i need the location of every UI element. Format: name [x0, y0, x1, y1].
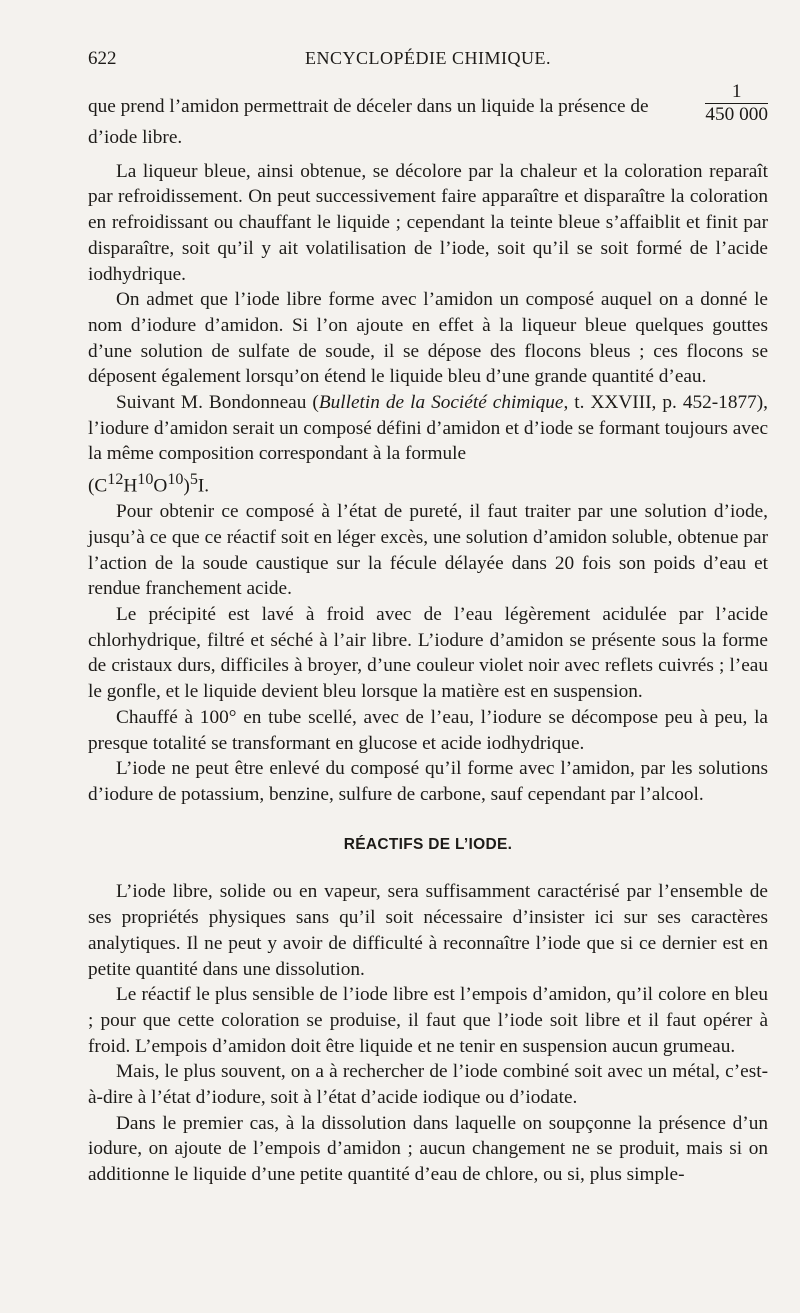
paragraph: Mais, le plus souvent, on a à rechercher de l’iode combiné soit avec un métal, c’est-à-dire à l’état d’iodure, soit à l’état d’acide iodique ou d’iodate.: [88, 1061, 768, 1109]
section-heading: RÉACTIFS DE L’IODE.: [343, 835, 513, 853]
page-header: [88, 48, 768, 74]
fraction: [705, 82, 768, 125]
paragraph: Chauffé à 100° en tube scellé, avec de l’eau, l’iodure se décompose peu à peu, la presque totalité se transformant en glucose et acide iodhydrique.: [88, 706, 768, 754]
body-text: [88, 81, 769, 1188]
paragraph: On admet que l’iode libre forme avec l’amidon un composé auquel on a donné le nom d’iodure d’amidon. Si l’on ajoute en effet à la liqueur bleue quelques gouttes d’une solution de sulfate de soude, il se dépose des flocons bleus ; ces flocons se déposent également lorsqu’on étend le liquide bleu d’une grande quantité d’eau.: [88, 289, 768, 388]
paragraph: Le réactif le plus sensible de l’iode libre est l’empois d’amidon, qu’il colore en bleu ; pour que cette coloration se produise, il faut que l’iode soit libre et il faut opérer à froid. L’empois d’amidon doit être liquide et ne tenir en suspension aucun grumeau.: [88, 984, 768, 1057]
paragraph: La liqueur bleue, ainsi obtenue, se décolore par la chaleur et la coloration reparaît par refroidissement. On peut successivement faire apparaître et disparaître la coloration en refroidissant ou chauffant le liquide ; cependant la teinte bleue s’affaiblit et finit par disparaître, soit qu’il y ait volatilisation de l’iode, soit qu’il se soit formé de l’acide iodhydrique.: [88, 160, 768, 285]
fraction-numerator: 1: [705, 82, 768, 104]
paragraph: Dans le premier cas, à la dissolution dans laquelle on soupçonne la présence d’un iodure, on ajoute de l’empois d’amidon ; aucun changement ne se produit, mais si on additionne le liquide d’une petite quantité d’eau de chlore, ou si, plus simple-: [88, 1112, 768, 1186]
fraction-denominator: 450 000: [705, 104, 768, 125]
paragraph-citation: Suivant M. Bondonneau (Bulletin de la Société chimique, t. XXVIII, p. 452-1877), l’iodure d’amidon serait un composé défini d’amidon et d’iode se formant toujours avec la même composition correspondant à la formule: [88, 392, 769, 465]
chemical-formula: $(C^{12}H^{10}O^{10})^5I$.: [88, 471, 210, 497]
paragraph-continued: que prend l’amidon permettrait de déceler dans un liquide la présence de $\frac{1}{450 000}$: [88, 81, 768, 125]
paragraph: Le précipité est lavé à froid avec de l’eau légèrement acidulée par l’acide chlorhydrique, filtré et séché à l’air libre. L’iodure d’amidon se présente sous la forme de cristaux durs, difficiles à broyer, d’une couleur violet noir avec reflets cuivrés ; l’eau le gonfle, et le liquide devient bleu lorsque la matière est en suspension.: [88, 604, 768, 703]
paragraph: L’iode ne peut être enlevé du composé qu’il forme avec l’amidon, par les solutions d’iodure de potassium, benzine, sulfure de carbone, sauf cependant par l’alcool.: [88, 758, 768, 805]
paragraph: L’iode libre, solide ou en vapeur, sera suffisamment caractérisé par l’ensemble de ses propriétés physiques sans qu’il soit nécessaire d’insister ici sur ses caractères analytiques. Il ne peut y avoir de difficulté à reconnaître l’iode que si ce dernier est en petite quantité dans une dissolution.: [88, 881, 768, 980]
running-title: ENCYCLOPÉDIE CHIMIQUE.: [305, 48, 551, 68]
paragraph: Pour obtenir ce composé à l’état de pureté, il faut traiter par une solution d’iode, jusqu’à ce que ce réactif soit en léger excès, une solution d’amidon soluble, obtenue par l’action de la soude caustique sur la fécule délayée dans 20 fois son poids d’eau et rendue franchement acide.: [88, 501, 768, 600]
journal-title: Bulletin de la Société chimique: [318, 392, 564, 414]
paragraph-continued-end: d’iode libre.: [88, 127, 183, 148]
page-number: 622: [88, 48, 117, 69]
